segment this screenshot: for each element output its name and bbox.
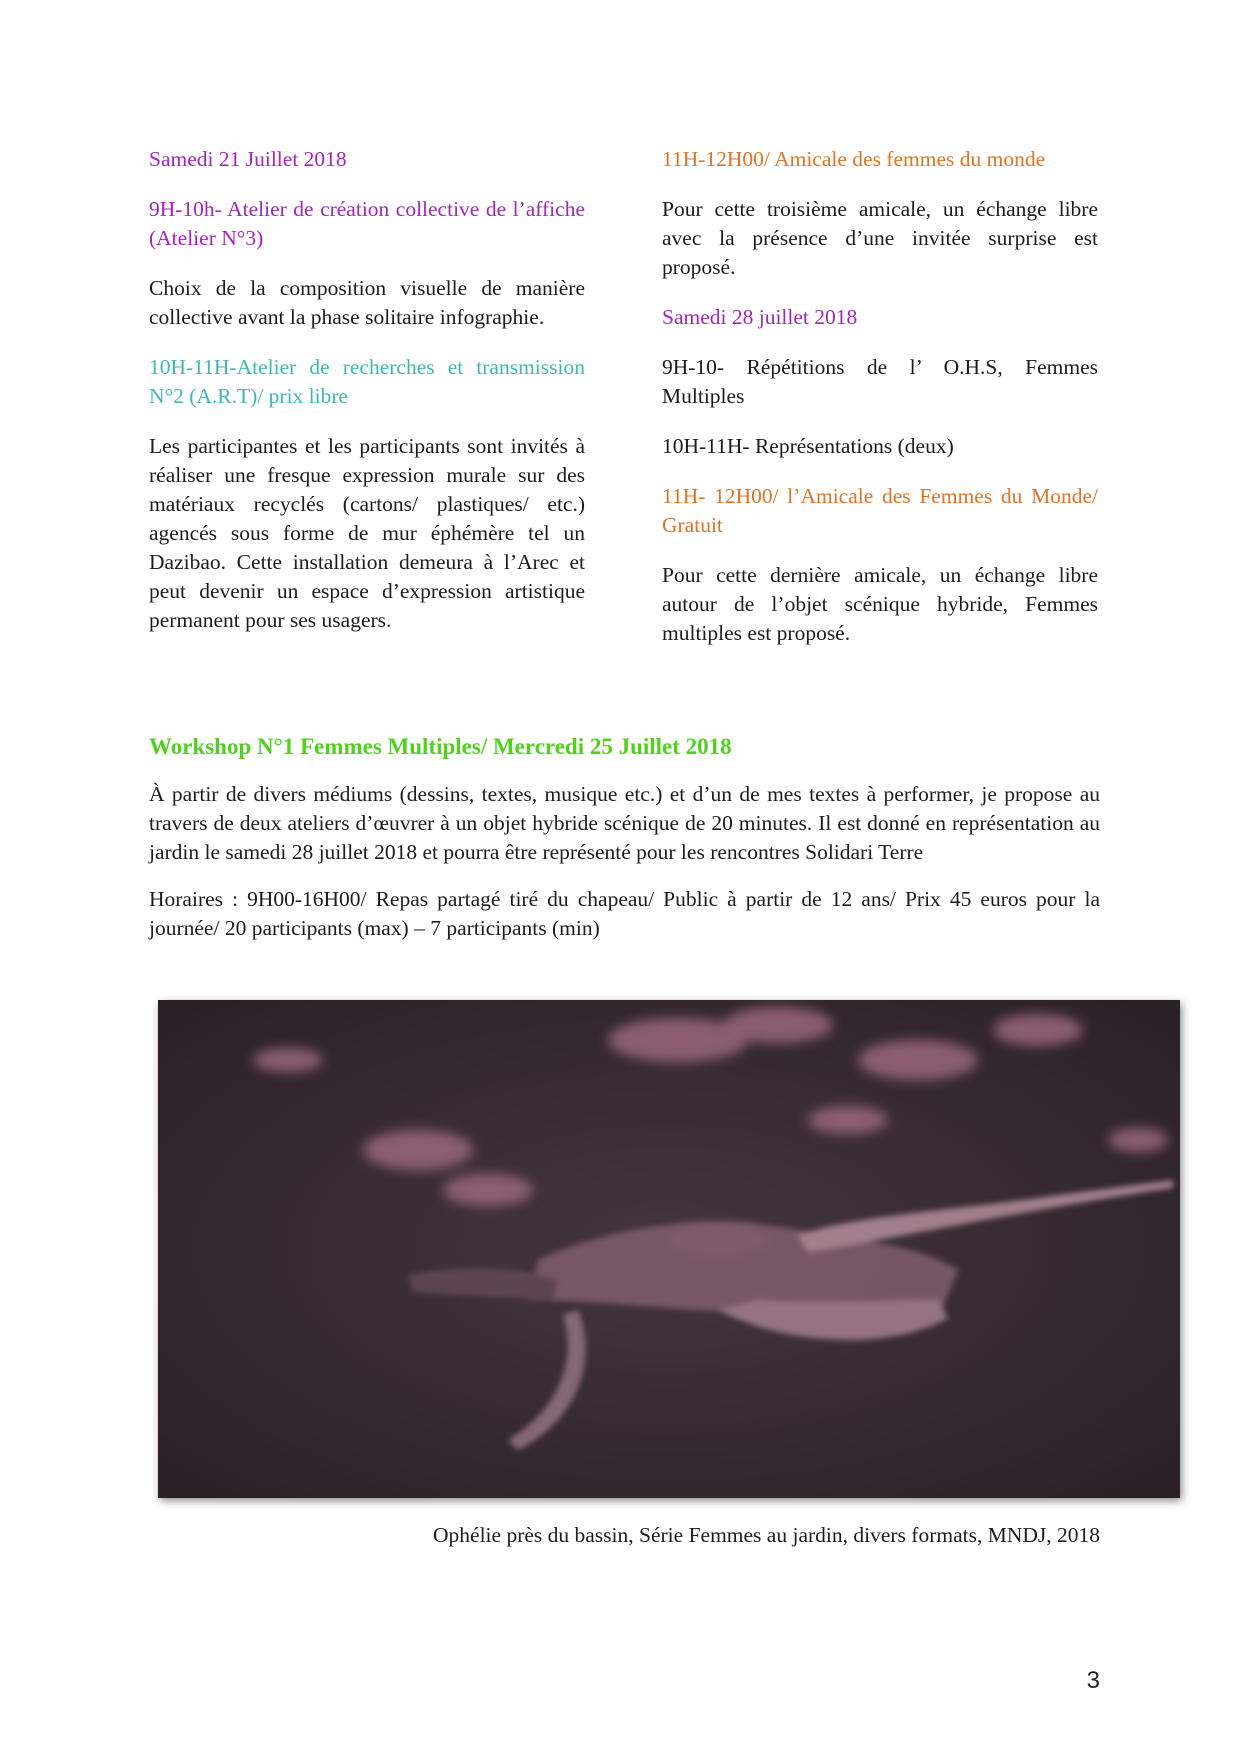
workshop-section [149, 732, 1100, 961]
slot-text-performances: 10H-11H- Représentations (deux) [662, 434, 954, 458]
artwork-photo [158, 1000, 1180, 1498]
slot-title-affiche-workshop: 9H-10h- Atelier de création collective de l’affiche (Atelier N°3) [149, 197, 585, 250]
workshop-heading: Workshop N°1 Femmes Multiples/ Mercredi 25 Juillet 2018 [149, 734, 732, 759]
slot-text-affiche-workshop: Choix de la composition visuelle de manière collective avant la phase solitaire infographie. [149, 276, 585, 329]
page-number: 3 [1086, 1667, 1100, 1694]
left-column [149, 145, 585, 656]
slot-title-research-workshop: 10H-11H-Atelier de recherches et transmission N°2 (A.R.T)/ prix libre [149, 355, 585, 408]
slot-text-amicale-1: Pour cette troisième amicale, un échange libre avec la présence d’une invitée surprise est proposé. [662, 197, 1098, 279]
slot-text-amicale-2: Pour cette dernière amicale, un échange libre autour de l’objet scénique hybride, Femmes multiples est proposé. [662, 563, 1098, 645]
right-column [662, 145, 1098, 669]
slot-text-research-workshop: Les participantes et les participants sont invités à réaliser une fresque expression murale sur des matériaux recyclés (cartons/ plastiques/ etc.) agencés sous forme de mur éphémère tel un Dazibao. Cette installation demeura à l’Arec et peut devenir un espace d’expression artistique permanent pour ses usagers. [149, 434, 585, 632]
slot-text-rehearsals: 9H-10- Répétitions de l’ O.H.S, Femmes Multiples [662, 355, 1098, 408]
slot-title-amicale-2: 11H- 12H00/ l’Amicale des Femmes du Monde/ Gratuit [662, 484, 1098, 537]
slot-title-amicale-1: 11H-12H00/ Amicale des femmes du monde [662, 147, 1046, 171]
date-heading-28-july: Samedi 28 juillet 2018 [662, 305, 858, 329]
workshop-description: À partir de divers médiums (dessins, textes, musique etc.) et d’un de mes textes à performer, je propose au travers de deux ateliers d’œuvrer à un objet hybride scénique de 20 minutes. Il est donné en représentation au jardin le samedi 28 juillet 2018 et pourra être représenté pour les rencontres Solidari Terre [149, 782, 1100, 864]
photo-illustration [158, 1000, 1180, 1498]
date-heading-21-july: Samedi 21 Juillet 2018 [149, 147, 347, 171]
workshop-schedule: Horaires : 9H00-16H00/ Repas partagé tiré du chapeau/ Public à partir de 12 ans/ Prix 45 euros pour la journée/ 20 participants (max) – 7 participants (min) [149, 887, 1100, 940]
photo-caption: Ophélie près du bassin, Série Femmes au jardin, divers formats, MNDJ, 2018 [433, 1523, 1100, 1547]
